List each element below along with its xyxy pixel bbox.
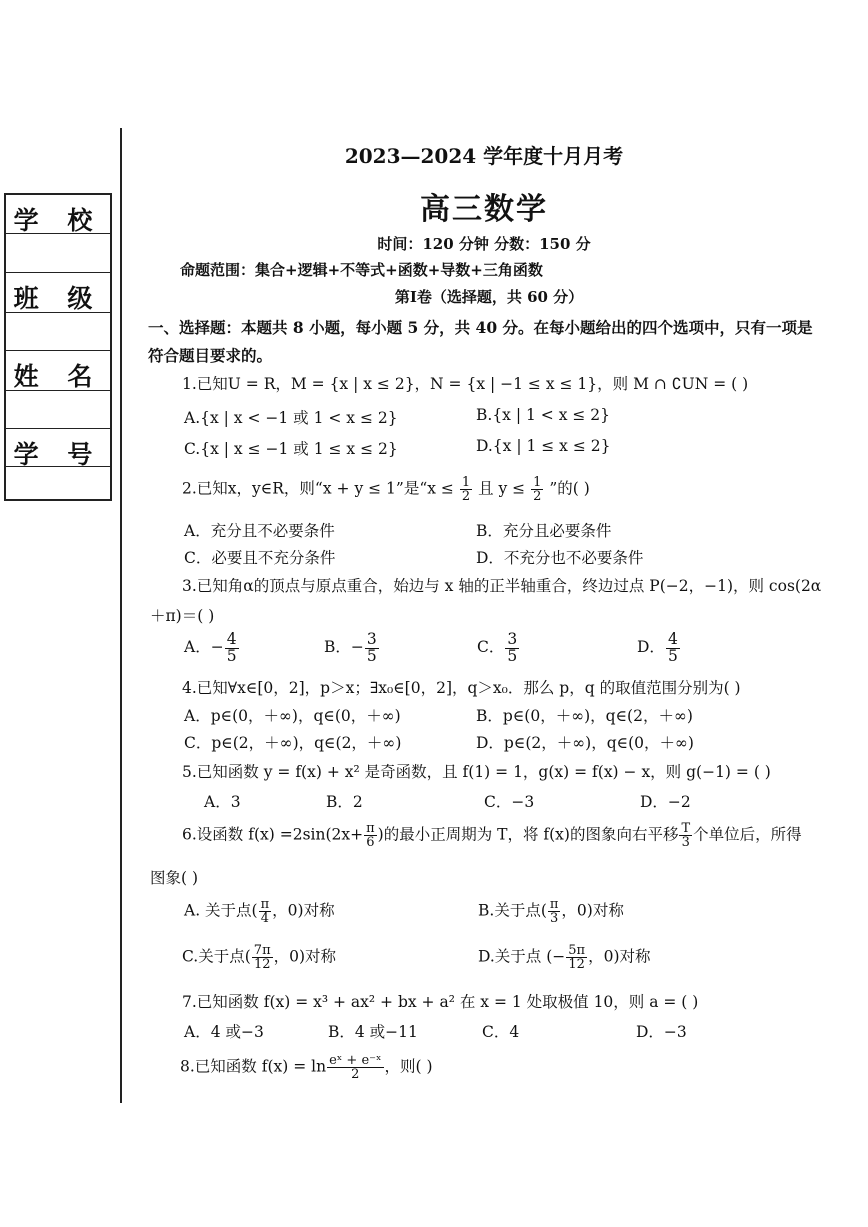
fraction xyxy=(548,898,561,925)
q4-stem: 4.已知∀x∈[0，2]，p＞x；∃x₀∈[0，2]，q＞x₀．那么 p，q 的取值范围分别为( ) xyxy=(182,679,741,697)
fraction-num: 4 xyxy=(226,630,237,648)
q1-option-d: D.{x | 1 ≤ x ≤ 2} xyxy=(476,437,611,455)
q6-stem-line2: 图象( ) xyxy=(150,869,199,887)
option-prefix: A．− xyxy=(184,638,224,656)
q6-option-c xyxy=(182,944,336,971)
q2-stem-mid: 且 y ≤ xyxy=(478,479,526,498)
q4-option-a: A．p∈(0，＋∞)，q∈(0，＋∞) xyxy=(184,707,401,725)
q3-option-a xyxy=(184,632,240,664)
option-prefix: D.关于点 (− xyxy=(478,947,566,966)
q1-option-c: C.{x | x ≤ −1 或 1 ≤ x ≤ 2} xyxy=(184,440,398,458)
q4-option-b: B．p∈(0，＋∞)，q∈(2，＋∞) xyxy=(476,707,693,725)
q3-option-b xyxy=(324,632,380,664)
fraction-den: 5 xyxy=(226,646,237,665)
fraction-num: 1 xyxy=(461,475,471,490)
fraction xyxy=(365,632,379,664)
q5-option-b: B．2 xyxy=(326,793,363,811)
q2-stem-pre: 2.已知x，y∈R，则“x + y ≤ 1”是“x ≤ xyxy=(182,479,454,498)
fraction-den: 5 xyxy=(667,646,678,665)
fraction-num: 4 xyxy=(667,630,678,648)
fraction xyxy=(252,944,273,971)
q2-option-d: D．不充分也不必要条件 xyxy=(476,549,644,567)
q5-option-a: A．3 xyxy=(204,793,241,811)
half-fraction xyxy=(460,476,472,503)
option-suffix: ，0)对称 xyxy=(588,947,651,966)
fraction-den: 3 xyxy=(550,911,559,926)
q6-option-a xyxy=(184,898,335,925)
q7-option-a: A．4 或−3 xyxy=(184,1023,264,1041)
fraction-den: 5 xyxy=(507,646,518,665)
fraction xyxy=(327,1054,383,1081)
section-intro: 一、选择题：本题共 8 小题，每小题 5 分，共 40 分。在每小题给出的四个选项中，只有一项是符合题目要求的。 xyxy=(148,318,813,365)
subject-title: 高三数学 xyxy=(420,192,548,227)
fraction xyxy=(566,944,587,971)
q6-stem xyxy=(182,822,802,849)
fraction-num: π xyxy=(260,897,270,912)
fraction-den: 6 xyxy=(366,835,375,850)
option-prefix: C． xyxy=(477,638,505,656)
fraction-den: 2 xyxy=(461,489,471,504)
q7-option-c: C．4 xyxy=(482,1023,520,1041)
option-prefix: B．− xyxy=(324,638,364,656)
info-row xyxy=(6,312,110,351)
q6-stem-mid: )的最小正周期为 T，将 f(x)的图象向右平移 xyxy=(377,825,679,844)
q3-stem-line2: ＋π)＝( ) xyxy=(150,607,215,625)
info-row xyxy=(6,390,110,429)
fraction-den: 2 xyxy=(533,489,542,504)
fraction-num: 3 xyxy=(507,630,518,648)
option-prefix: C.关于点( xyxy=(182,947,251,966)
q6-option-b xyxy=(478,898,624,925)
option-suffix: ，0)对称 xyxy=(273,947,337,966)
fraction xyxy=(225,632,239,664)
q7-option-b: B．4 或−11 xyxy=(328,1023,418,1041)
q2-stem xyxy=(182,476,590,503)
fraction-den: 5 xyxy=(366,646,377,665)
exam-title: 2023—2024 学年度十月月考 xyxy=(344,144,624,168)
fraction xyxy=(666,632,680,664)
fraction-num: T xyxy=(681,821,691,836)
q6-stem-post: 个单位后，所得 xyxy=(693,825,802,844)
fraction xyxy=(364,822,377,849)
class-label: 班 级 xyxy=(13,284,103,313)
q4-option-d: D．p∈(2，＋∞)，q∈(0，＋∞) xyxy=(476,734,694,752)
fraction-num: 1 xyxy=(533,475,542,490)
school-label: 学 校 xyxy=(13,206,103,235)
fraction-den: 12 xyxy=(568,957,585,972)
option-suffix: ，0)对称 xyxy=(272,901,335,920)
time-score: 时间：120 分钟 分数：150 分 xyxy=(377,235,591,253)
q1-stem: 1.已知U = R，M = {x | x ≤ 2}，N = {x | −1 ≤ x ≤ 1}，则 M ∩ ∁UN = ( ) xyxy=(182,375,749,393)
option-prefix: B.关于点( xyxy=(478,901,547,920)
q4-option-c: C．p∈(2，＋∞)，q∈(2，＋∞) xyxy=(184,734,402,752)
q5-option-c: C．−3 xyxy=(484,793,535,811)
student-id-label: 学 号 xyxy=(13,440,103,469)
fraction xyxy=(259,898,272,925)
fraction-den: 2 xyxy=(351,1067,360,1082)
option-prefix: A. 关于点( xyxy=(184,901,258,920)
fraction-den: 12 xyxy=(253,957,271,972)
fraction xyxy=(505,632,519,664)
q8-stem-pre: 8.已知函数 f(x) = ln xyxy=(180,1057,327,1076)
q3-option-d xyxy=(637,632,681,664)
q8-stem xyxy=(180,1054,433,1081)
q1-option-b: B.{x | 1 < x ≤ 2} xyxy=(476,406,611,424)
q1-option-a: A.{x | x < −1 或 1 < x ≤ 2} xyxy=(184,409,398,427)
q2-option-a: A．充分且不必要条件 xyxy=(184,522,335,540)
q7-option-d: D．−3 xyxy=(636,1023,687,1041)
fraction-num: π xyxy=(366,821,375,836)
q3-stem-line1: 3.已知角α的顶点与原点重合，始边与 x 轴的正半轴重合，终边过点 P(−2，−1)，则 cos(2α xyxy=(182,577,822,595)
option-suffix: ，0)对称 xyxy=(561,901,624,920)
binding-line xyxy=(120,128,122,1103)
fraction-num: 5π xyxy=(568,943,586,958)
part-title: 第Ⅰ卷（选择题，共 60 分） xyxy=(394,288,584,306)
q7-stem: 7.已知函数 f(x) = x³ + ax² + bx + a² 在 x = 1 处取极值 10，则 a = ( ) xyxy=(182,993,699,1011)
q6-option-d xyxy=(478,944,651,971)
q2-option-c: C．必要且不充分条件 xyxy=(184,549,336,567)
option-prefix: D． xyxy=(637,638,665,656)
q6-stem-pre: 6.设函数 f(x) =2sin(2x+ xyxy=(182,825,364,844)
q3-option-c xyxy=(477,632,520,664)
half-fraction xyxy=(531,476,543,503)
fraction-num: 3 xyxy=(366,630,377,648)
fraction-den: 4 xyxy=(260,911,270,926)
q5-stem: 5.已知函数 y = f(x) + x² 是奇函数，且 f(1) = 1，g(x) = f(x) − x，则 g(−1) = ( ) xyxy=(182,763,771,781)
q2-stem-post: ”的( ) xyxy=(549,479,590,498)
fraction-num: π xyxy=(549,897,559,912)
exam-scope: 命题范围：集合+逻辑+不等式+函数+导数+三角函数 xyxy=(180,261,543,279)
fraction-den: 3 xyxy=(681,835,690,850)
fraction xyxy=(679,822,692,849)
name-label: 姓 名 xyxy=(13,362,103,391)
fraction-num: eˣ + e⁻ˣ xyxy=(329,1053,382,1068)
q5-option-d: D．−2 xyxy=(640,793,691,811)
q8-stem-post: ，则( ) xyxy=(384,1057,433,1076)
q2-option-b: B．充分且必要条件 xyxy=(476,522,612,540)
fraction-num: 7π xyxy=(253,943,271,958)
